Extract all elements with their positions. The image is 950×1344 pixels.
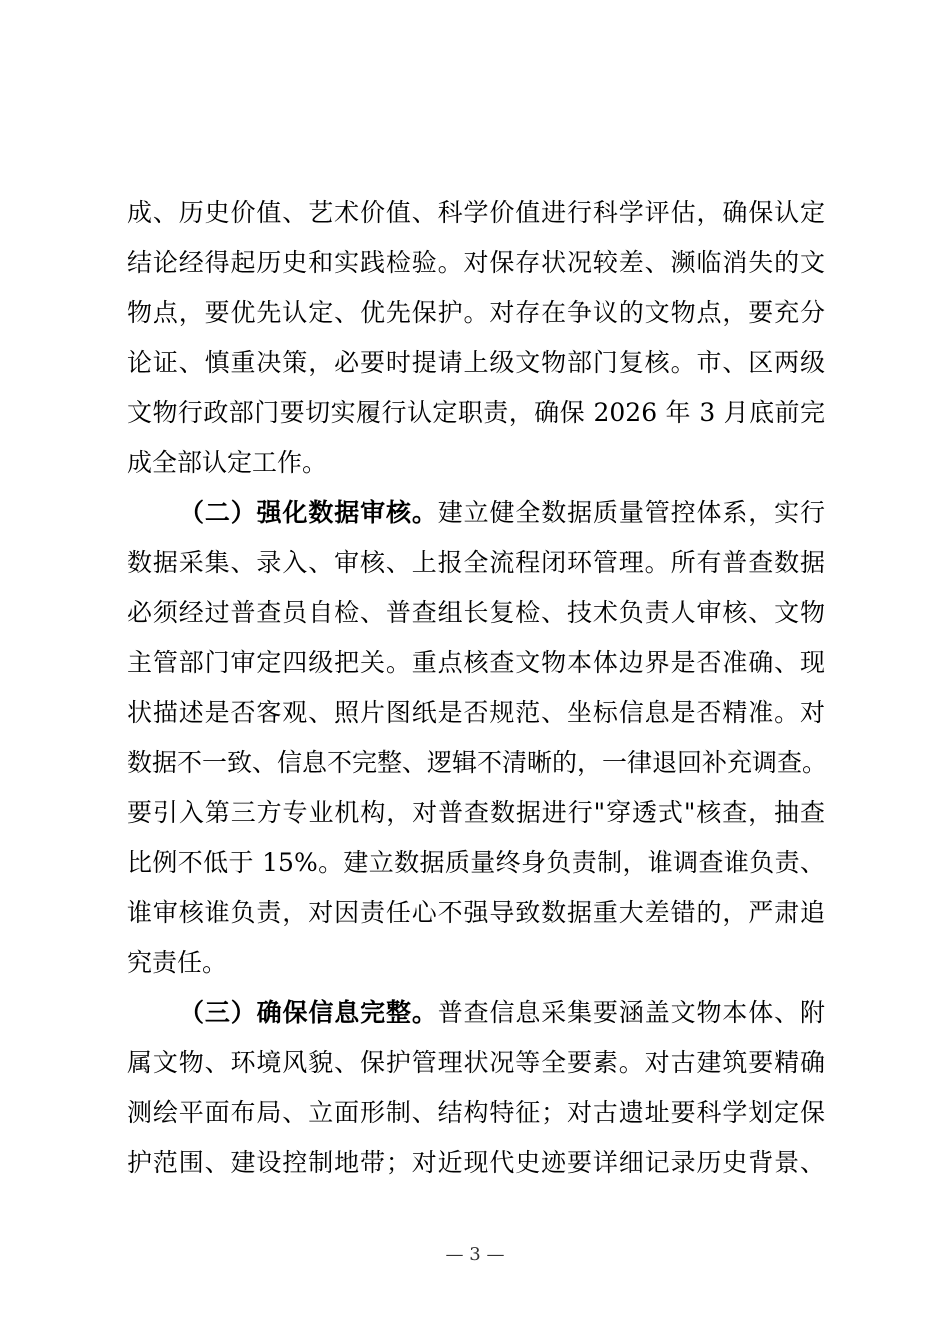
text-line: 必须经过普查员自检、普查组长复检、技术负责人审核、文物 [127,598,825,627]
text-line [127,988,825,1038]
text-line: 成全部认定工作。 [127,448,328,477]
section-heading: （三）确保信息完整。 [179,998,438,1027]
text-line: 成、历史价值、艺术价值、科学价值进行科学评估，确保认定 [127,198,825,227]
text-line: 谁审核谁负责，对因责任心不强导致数据重大差错的，严肃追 [127,898,825,927]
text-line: 论证、慎重决策，必要时提请上级文物部门复核。市、区两级 [127,348,825,377]
document-body [127,188,828,1188]
text-span: 普查信息采集要涵盖文物本体、附 [437,998,825,1027]
text-line: 究责任。 [127,948,228,977]
text-line: 状描述是否客观、照片图纸是否规范、坐标信息是否精准。对 [127,698,825,727]
text-line: 主管部门审定四级把关。重点核查文物本体边界是否准确、现 [127,648,825,677]
paragraph-3 [127,988,825,1188]
text-span: 建立健全数据质量管控体系，实行 [437,498,825,527]
section-heading: （二）强化数据审核。 [179,498,438,527]
paragraph-2 [127,488,828,988]
page-number: — 3 — [445,1244,505,1265]
text-line: 要引入第三方专业机构，对普查数据进行"穿透式"核查，抽查 [127,798,825,827]
text-line: 比例不低于 15%。建立数据质量终身负责制，谁调查谁负责、 [127,848,825,877]
text-line: 数据采集、录入、审核、上报全流程闭环管理。所有普查数据 [127,548,825,577]
text-line: 数据不一致、信息不完整、逻辑不清晰的，一律退回补充调查。 [127,748,828,777]
text-line: 结论经得起历史和实践检验。对保存状况较差、濒临消失的文 [127,248,825,277]
paragraph-1 [127,188,825,488]
text-line [127,488,825,538]
text-line: 测绘平面布局、立面形制、结构特征；对古遗址要科学划定保 [127,1098,825,1127]
text-line: 属文物、环境风貌、保护管理状况等全要素。对古建筑要精确 [127,1048,825,1077]
text-line: 文物行政部门要切实履行认定职责，确保 2026 年 3 月底前完 [127,398,825,427]
text-line: 护范围、建设控制地带；对近现代史迹要详细记录历史背景、 [127,1148,825,1177]
text-line: 物点，要优先认定、优先保护。对存在争议的文物点，要充分 [127,298,825,327]
